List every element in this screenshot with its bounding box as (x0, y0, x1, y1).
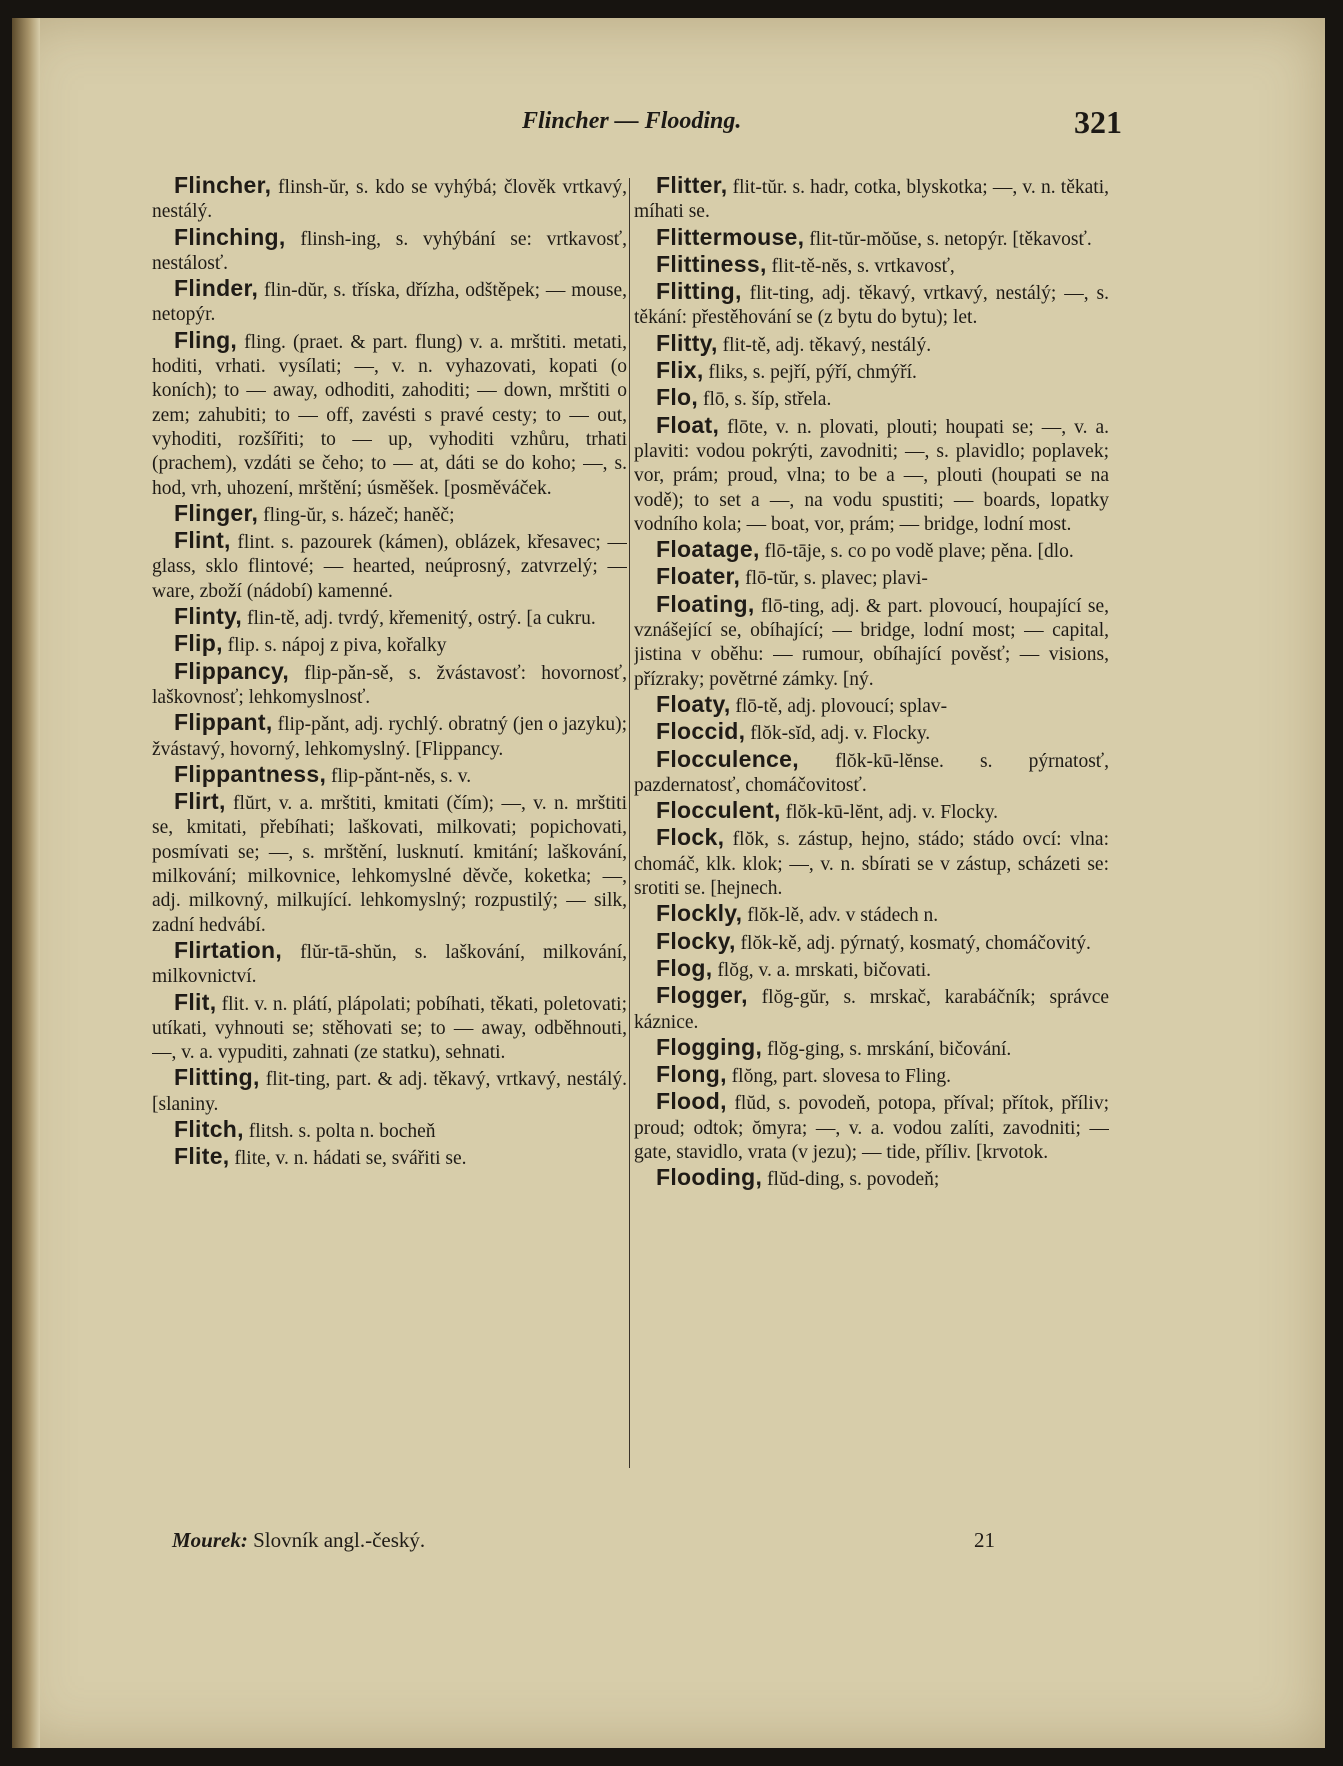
entry-headword: Flood, (656, 1088, 727, 1115)
entry-definition: fling. (praet. & part. flung) v. a. mrštiti. metati, hoditi, vrhati. vysílati; —, v. n. vyhazovati, kopati (o koních); to — away, odhoditi, zahoditi; — down, mrštiti o zem; zahubiti; to — off, zavésti s pravé cesty; to — out, vyhoditi, rozšířiti; to — up, vyhoditi vzhůru, trhati (prachem), vzdáti se čeho; to — at, dáti se do koho; —, s. hod, vrh, uhození, mrštění; úsměšek. [posměváček. (152, 331, 627, 499)
entry-definition: flō-ting, adj. & part. plovoucí, houpající se, vznášející se, obíhající; — bridge, lodní most; — capital, jistina v oběhu: — rumour, obíhající pověsť; — visions, přízraky; povětrné zámky. [ný. (634, 595, 1109, 690)
entry-headword: Flitting, (656, 278, 742, 305)
entry-headword: Flockly, (656, 900, 743, 927)
entry-headword: Flocculence, (656, 745, 799, 772)
dictionary-entry (152, 938, 627, 990)
entry-definition: fliks, s. pejří, pýří, chmýří. (703, 362, 917, 384)
dictionary-entry (634, 358, 1109, 385)
dictionary-entry (152, 501, 627, 528)
entry-headword: Floccid, (656, 718, 746, 745)
entry-definition: flinsh-ŭr, s. kdo se vyhýbá; člověk vrtkavý, nestálý. (152, 177, 627, 223)
dictionary-entry (152, 173, 627, 225)
entry-definition: flō-tě, adj. plovoucí; splav- (730, 695, 948, 717)
entry-definition: flit-tŭr-mŏŭse, s. netopýr. [těkavosť. (804, 228, 1092, 250)
entry-headword: Flit, (174, 988, 217, 1015)
dictionary-entry (152, 631, 627, 658)
entry-definition: flŏk, s. zástup, hejno, stádo; stádo ovcí: vlna: chomáč, klk. klok; —, v. n. sbírati se v zástup, scházeti se: srotiti se. [hejnech. (634, 829, 1109, 900)
dictionary-entry (152, 225, 627, 277)
dictionary-entry (152, 276, 627, 328)
entry-headword: Flite, (174, 1143, 230, 1170)
entry-definition: flit-tŭr. s. hadr, cotka, blyskotka; —, v. n. těkati, míhati se. (634, 177, 1109, 223)
dictionary-entry (634, 1062, 1109, 1089)
entry-headword: Floater, (656, 563, 741, 590)
entry-definition: flin-dŭr, s. tříska, dřízha, odštěpek; — mouse, netopýr. (152, 280, 627, 326)
dictionary-entry (152, 659, 627, 711)
entry-headword: Flippantness, (174, 760, 327, 787)
entry-definition: flŭr-tā-shŭn, s. laškování, milkování, milkovnictví. (152, 941, 627, 988)
dictionary-entry (634, 798, 1109, 825)
entry-headword: Flitch, (174, 1115, 244, 1142)
entry-headword: Flock, (656, 824, 725, 851)
dictionary-entry (634, 983, 1109, 1035)
entry-headword: Flo, (656, 384, 699, 411)
dictionary-entry (152, 789, 627, 938)
entry-headword: Flirt, (174, 788, 226, 815)
entry-definition: flip. s. nápoj z piva, kořalky (222, 635, 447, 657)
entry-headword: Floatage, (656, 536, 760, 563)
dictionary-entry (634, 1165, 1109, 1192)
dictionary-title: Slovník angl.-český. (247, 1528, 426, 1552)
dictionary-entry (152, 1144, 627, 1171)
dictionary-entry (634, 825, 1109, 901)
entry-headword: Flittermouse, (656, 223, 805, 250)
entry-definition: flŏg-gŭr, s. mrskač, karabáčník; správce káznice. (634, 987, 1109, 1033)
entry-headword: Flitty, (656, 329, 718, 356)
entry-definition: flit-ting, adj. těkavý, vrtkavý, nestálý; —, s. těkání: přestěhování se (z bytu do bytu); let. (634, 283, 1109, 329)
page-header (162, 100, 1122, 144)
entry-headword: Flincher, (174, 173, 272, 198)
dictionary-entry (634, 747, 1109, 799)
dictionary-entry (634, 901, 1109, 928)
left-column (152, 173, 627, 1518)
entry-definition: flŏk-kū-lĕnse. s. pýrnatosť, pazdernatosť, chomáčovitosť. (634, 750, 1109, 796)
entry-headword: Flocky, (656, 927, 736, 954)
entry-definition: flō-tāje, s. co po vodě plave; pěna. [dlo. (759, 541, 1074, 563)
entry-definition: fling-ŭr, s. házeč; haněč; (258, 504, 455, 526)
entry-definition: flōte, v. n. plovati, plouti; houpati se; —, v. a. plaviti: vodou pokrýti, zavodniti; —, s. plavidlo; poplavek; vor, prám; proud, vlna; to be a —, plouti (houpati se na vodě); to set a —, na vodu spustiti; — boards, lopatky vodního kola; — boat, vor, prám; — bridge, lodní most. (634, 416, 1109, 535)
entry-definition: flŭd, s. povodeň, potopa, příval; přítok, příliv; proud; odtok; ŏmyra; —, v. a. vodou zalíti, zavodniti; — gate, stavidlo, vrata (v jezu); — tide, příliv. [krvotok. (634, 1093, 1109, 1163)
dictionary-page (12, 18, 1325, 1748)
dictionary-entry (634, 929, 1109, 956)
page-number: 321 (1074, 104, 1122, 140)
dictionary-entry (634, 413, 1109, 537)
entry-headword: Flitter, (656, 173, 728, 198)
entry-definition: flŏk-sĭd, adj. v. Flocky. (745, 723, 931, 745)
entry-definition: flip-pǎnt, adj. rychlý. obratný (jen o jazyku); žvástavý, hovorný, lehkomyslný. [Flippancy. (152, 714, 627, 760)
entry-headword: Flinder, (174, 275, 259, 302)
entry-headword: Flint, (174, 527, 231, 554)
entry-headword: Flong, (656, 1061, 727, 1088)
entry-headword: Flinger, (174, 499, 259, 526)
entry-headword: Flogger, (656, 982, 748, 1009)
entry-definition: flinsh-ing, s. vyhýbání se: vrtkavosť, nestálosť. (152, 228, 627, 274)
dictionary-entry (152, 528, 627, 604)
entry-headword: Flix, (656, 357, 704, 384)
entry-headword: Flocculent, (656, 797, 781, 824)
entry-definition: flint. s. pazourek (kámen), oblázek, křesavec; — glass, sklo flintové; — hearted, neúprosný, zatvrzelý; — ware, zboží (nádobí) kamenné. (152, 532, 627, 602)
dictionary-entry (634, 956, 1109, 983)
book-spine-shadow (12, 18, 40, 1748)
entry-headword: Flitting, (174, 1064, 260, 1091)
entry-definition: flŏk-lě, adv. v stádech n. (742, 905, 939, 927)
dictionary-entry (634, 1035, 1109, 1062)
column-divider (629, 178, 630, 1468)
running-head: Flincher — Flooding. (522, 108, 742, 134)
entry-definition: flit-ting, part. & adj. těkavý, vrtkavý, nestálý. [slaniny. (152, 1069, 627, 1115)
entry-headword: Flog, (656, 954, 713, 981)
right-column (634, 173, 1109, 1518)
sheet-number: 21 (974, 1528, 995, 1552)
entry-headword: Flinty, (174, 603, 243, 630)
entry-definition: flip-pǎn-sě, s. žvástavosť: hovornosť, laškovnosť; lehkomyslnosť. (152, 662, 627, 708)
entry-definition: flŭd-ding, s. povodeň; (762, 1169, 940, 1191)
author-name: Mourek: (172, 1528, 248, 1552)
dictionary-entry (152, 710, 627, 762)
entry-definition: flip-pǎnt-něs, s. v. (326, 765, 472, 787)
entry-headword: Flittiness, (656, 250, 767, 277)
entry-definition: flit. v. n. plátí, plápolati; pobíhati, těkati, poletovati; utíkati, vyhnouti se; stěhovati se; to — away, odběhnouti, —, v. a. vypuditi, zahnati (ze statku), sehnati. (152, 993, 627, 1064)
entry-headword: Float, (656, 411, 720, 438)
entry-definition: flŏng, part. slovesa to Fling. (726, 1066, 952, 1088)
entry-headword: Flip, (174, 630, 223, 657)
entry-definition: flŭrt, v. a. mrštiti, kmitati (čím); —, v. n. mrštiti se, kmitati, přebíhati; laškovati, milkovati; popichovati, posmívati se; —, s. mrštění, lusknutí. kmitání; laškování, milkování; milkovnice, lehkomyslné děvče, koketka; —, adj. milkovný, milkující. lehkomyslný; rozpustilý; — silk, zadní hedvábí. (152, 793, 627, 936)
dictionary-entry (152, 990, 627, 1066)
entry-headword: Fling, (174, 326, 238, 353)
entry-definition: flŏg, v. a. mrskati, bičovati. (712, 959, 932, 981)
page-footer (162, 1528, 1122, 1562)
entry-definition: flite, v. n. hádati se, svářiti se. (229, 1148, 467, 1170)
entry-headword: Flogging, (656, 1033, 763, 1060)
dictionary-entry (634, 331, 1109, 358)
entry-definition: flŏk-kě, adj. pýrnatý, kosmatý, chomáčovitý. (735, 932, 1091, 954)
dictionary-entry (634, 692, 1109, 719)
entry-headword: Flooding, (656, 1164, 763, 1191)
dictionary-entry (634, 592, 1109, 692)
footer-signature (172, 1528, 425, 1553)
dictionary-entry (634, 385, 1109, 412)
entry-headword: Flippant, (174, 709, 273, 736)
dictionary-entry (634, 564, 1109, 591)
entry-headword: Flinching, (174, 223, 286, 250)
entry-definition: flit-tě-nĕs, s. vrtkavosť, (766, 255, 955, 277)
entry-definition: flō-tŭr, s. plavec; plavi- (740, 568, 928, 590)
entry-headword: Flippancy, (174, 657, 290, 684)
entry-definition: flit-tě, adj. těkavý, nestálý. (717, 334, 932, 356)
entry-definition: flŏk-kū-lĕnt, adj. v. Flocky. (780, 802, 999, 824)
dictionary-entry (634, 719, 1109, 746)
dictionary-entry (634, 537, 1109, 564)
entry-definition: flŏg-ging, s. mrskání, bičování. (762, 1038, 1012, 1060)
dictionary-entry (152, 328, 627, 501)
dictionary-entry (634, 173, 1109, 225)
dictionary-entry (152, 1065, 627, 1117)
dictionary-entry (634, 252, 1109, 279)
entry-headword: Flirtation, (174, 936, 283, 963)
dictionary-entry (634, 1089, 1109, 1165)
entry-headword: Floaty, (656, 690, 731, 717)
dictionary-entry (152, 762, 627, 789)
dictionary-entry (152, 604, 627, 631)
entry-definition: flitsh. s. polta n. bocheň (243, 1120, 436, 1142)
dictionary-entry (152, 1117, 627, 1144)
dictionary-entry (634, 225, 1109, 252)
entry-headword: Floating, (656, 590, 755, 617)
entry-definition: flin-tě, adj. tvrdý, křemenitý, ostrý. [a cukru. (242, 608, 596, 630)
entry-definition: flō, s. šíp, střela. (698, 389, 832, 411)
dictionary-entry (634, 279, 1109, 331)
